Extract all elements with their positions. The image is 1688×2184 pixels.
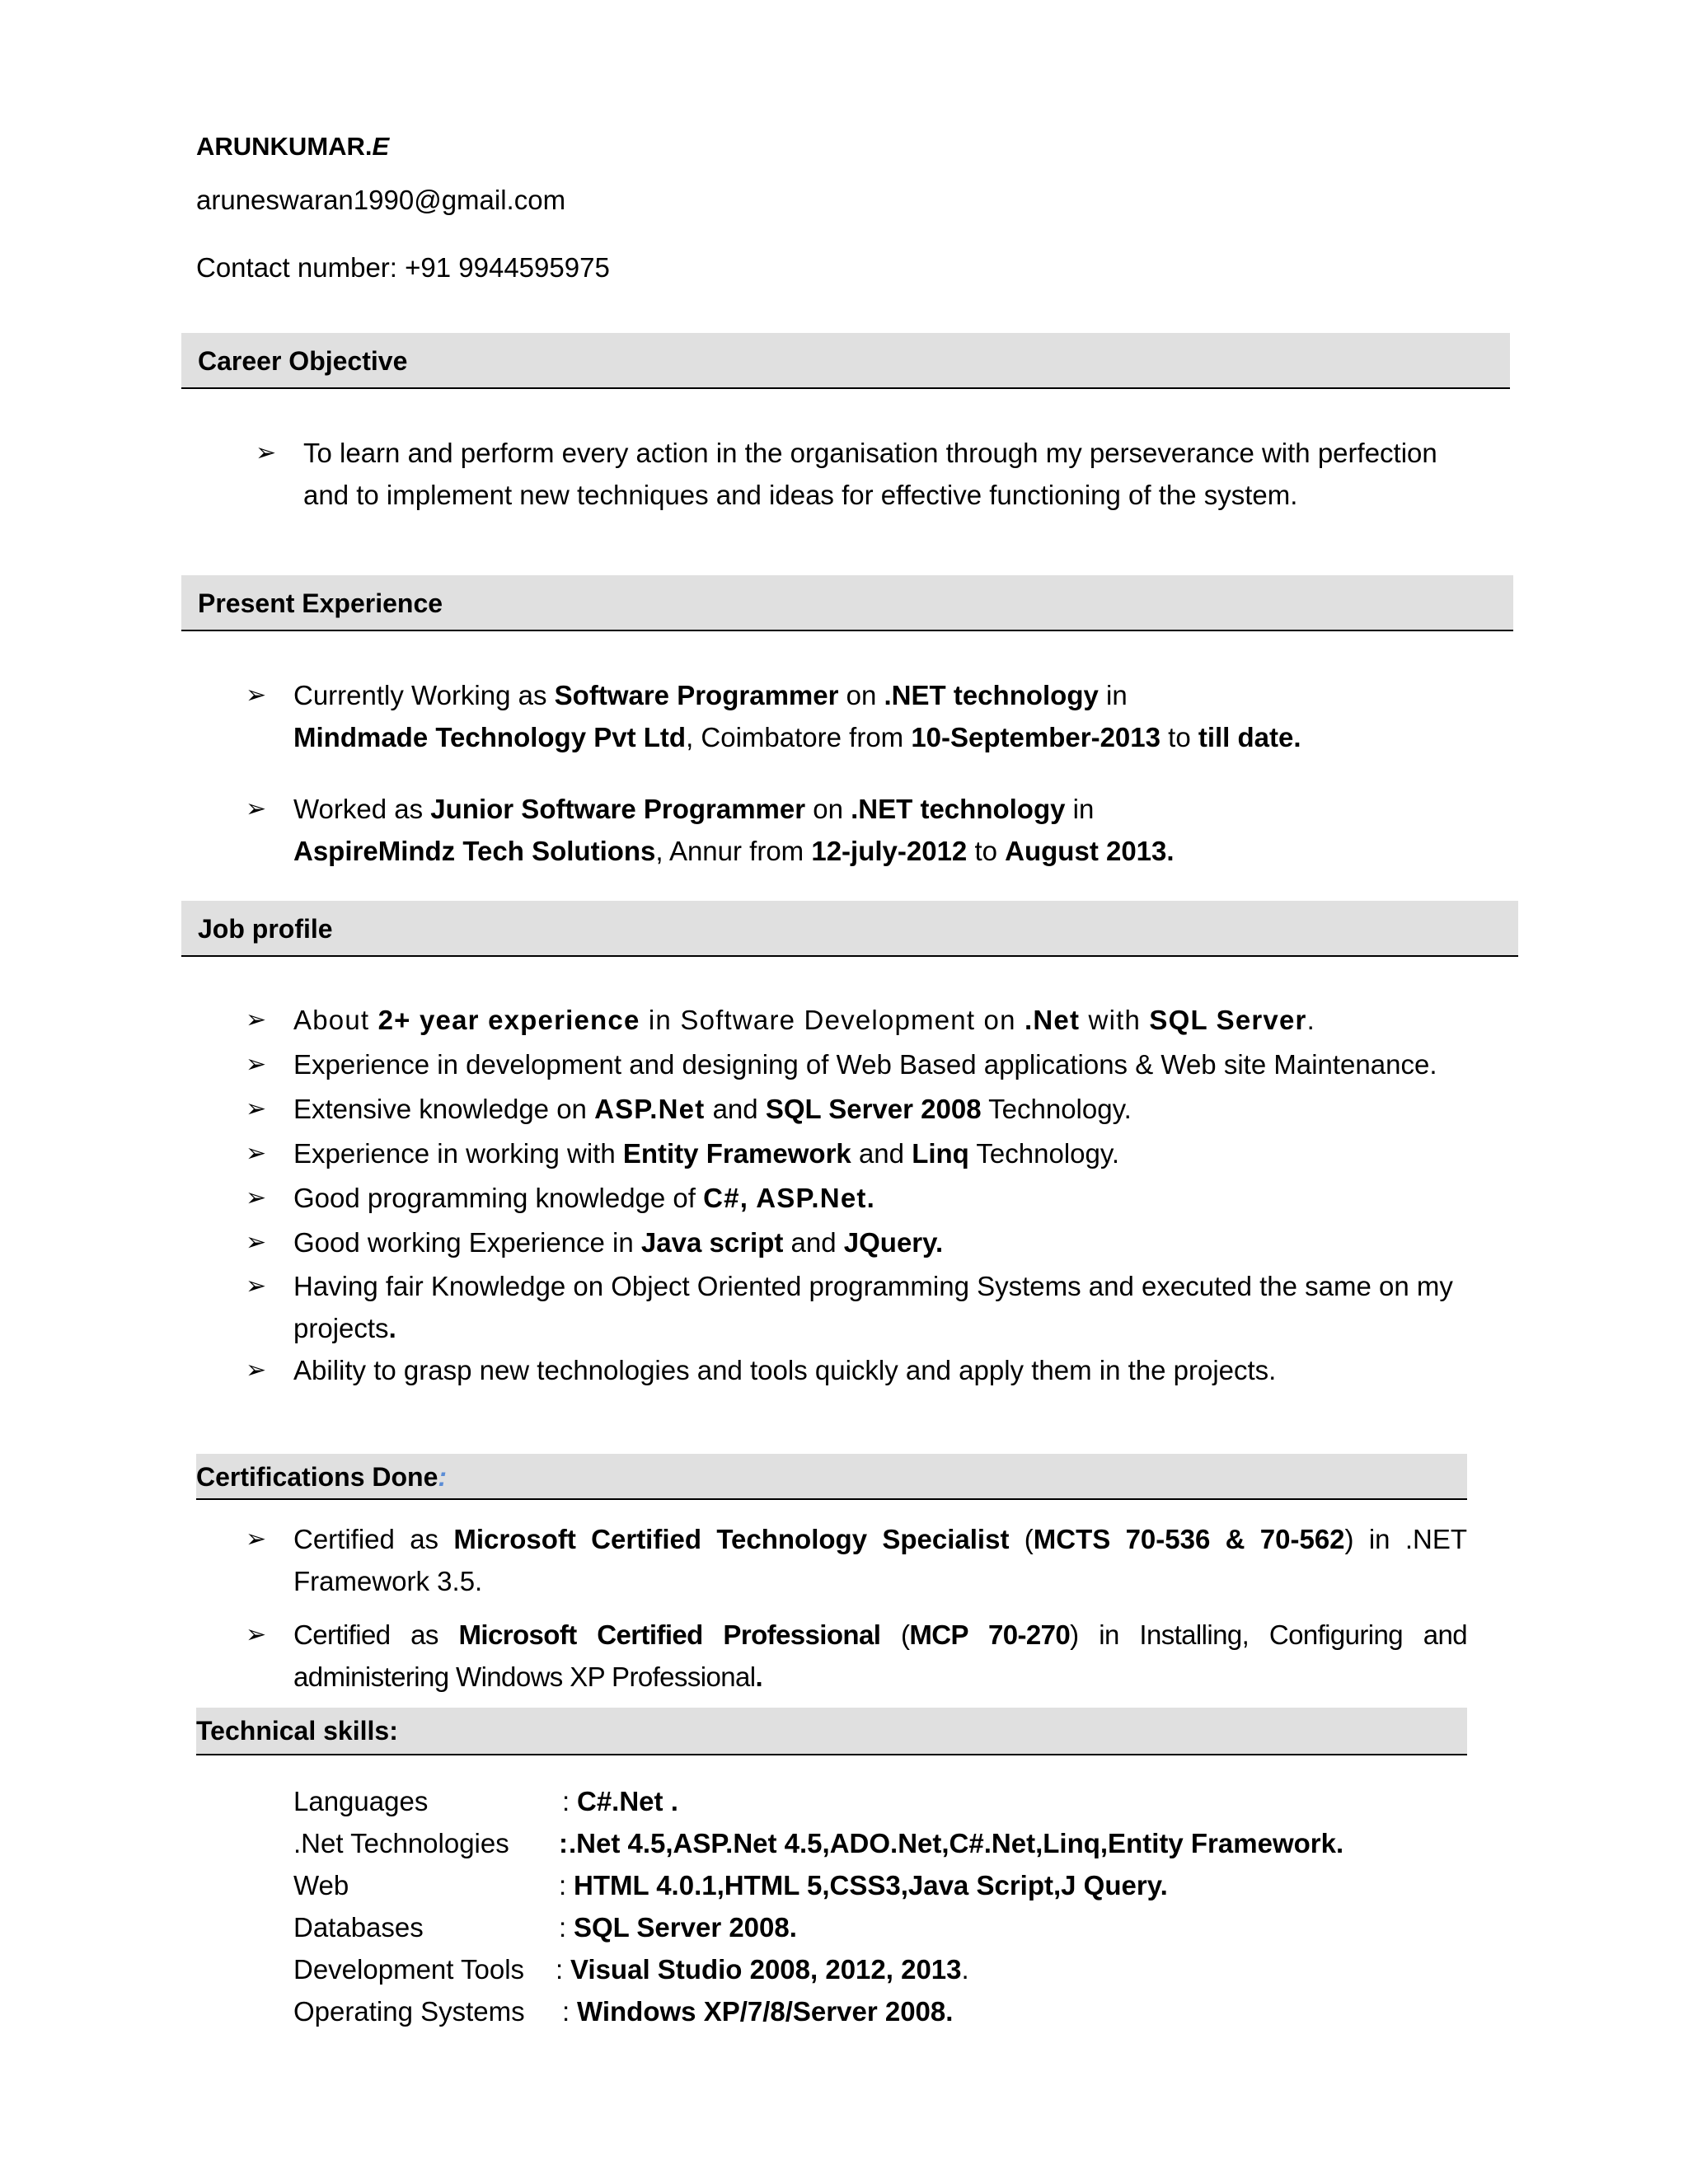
list-item: ➢ Good working Experience in Java script and JQuery. bbox=[293, 1221, 1480, 1265]
skill-value: Visual Studio 2008, 2012, 2013. bbox=[570, 1954, 969, 1985]
section-certifications bbox=[196, 1454, 1467, 1500]
skill-label: Development Tools bbox=[293, 1954, 525, 1985]
arrow-bullet-icon: ➢ bbox=[246, 1095, 267, 1122]
arrow-bullet-icon: ➢ bbox=[246, 1184, 267, 1212]
skill-separator: : bbox=[562, 1786, 570, 1816]
skill-separator: : bbox=[559, 1828, 568, 1858]
skill-value: .Net 4.5,ASP.Net 4.5,ADO.Net,C#.Net,Linq,Entity Framework. bbox=[569, 1828, 1344, 1858]
skill-label: Databases bbox=[293, 1912, 424, 1943]
section-title: Certifications Done: bbox=[196, 1462, 448, 1492]
arrow-bullet-icon: ➢ bbox=[256, 439, 277, 466]
skill-label: Languages bbox=[293, 1786, 429, 1816]
skill-label: Operating Systems bbox=[293, 1996, 525, 2027]
skill-separator: : bbox=[559, 1870, 567, 1900]
list-item: ➢ Having fair Knowledge on Object Oriented programming Systems and executed the same on my projects. bbox=[293, 1265, 1480, 1349]
section-present-experience bbox=[181, 575, 1513, 631]
career-objective-list bbox=[256, 432, 1474, 516]
skill-value: HTML 4.0.1,HTML 5,CSS3,Java Script,J Query. bbox=[574, 1870, 1168, 1900]
list-item: ➢ To learn and perform every action in the organisation through my perseverance with perfection and to implement new techniques and ideas for effective functioning of the system. bbox=[303, 432, 1474, 516]
title-colon: : bbox=[438, 1462, 448, 1492]
list-item: ➢ About 2+ year experience in Software Development on .Net with SQL Server. bbox=[293, 997, 1480, 1043]
section-career-objective bbox=[181, 333, 1510, 389]
name-initial: E bbox=[372, 132, 390, 161]
section-title: Present Experience bbox=[198, 588, 443, 618]
skill-label: .Net Technologies bbox=[293, 1828, 509, 1858]
arrow-bullet-icon: ➢ bbox=[246, 1526, 267, 1553]
arrow-bullet-icon: ➢ bbox=[246, 1140, 267, 1167]
arrow-bullet-icon: ➢ bbox=[246, 795, 267, 823]
arrow-bullet-icon: ➢ bbox=[246, 1357, 267, 1384]
arrow-bullet-icon: ➢ bbox=[246, 1006, 268, 1033]
list-item: ➢ Certified as Microsoft Certified Professional (MCP 70-270) in Installing, Configuring and administering Windows XP Professional. bbox=[293, 1614, 1467, 1698]
section-title: Career Objective bbox=[198, 346, 408, 376]
candidate-name: ARUNKUMAR.E bbox=[196, 132, 390, 161]
list-item: ➢ Certified as Microsoft Certified Technology Specialist (MCTS 70-536 & 70-562) in .NET Framework 3.5. bbox=[293, 1518, 1467, 1602]
section-job-profile bbox=[181, 901, 1518, 957]
experience-item: ➢ Worked as Junior Software Programmer on .NET technology in AspireMindz Tech Solutions, Annur from 12-july-2012 to August 2013. bbox=[293, 788, 1480, 872]
contact-number: Contact number: +91 9944595975 bbox=[196, 252, 610, 283]
experience-item: ➢ Currently Working as Software Programmer on .NET technology in Mindmade Technology Pvt Ltd, Coimbatore from 10-September-2013 to till date. bbox=[293, 674, 1480, 758]
arrow-bullet-icon: ➢ bbox=[246, 682, 267, 709]
skill-value: C#.Net . bbox=[577, 1786, 678, 1816]
arrow-bullet-icon: ➢ bbox=[246, 1272, 267, 1300]
arrow-bullet-icon: ➢ bbox=[246, 1621, 266, 1648]
certifications-list bbox=[246, 1518, 1467, 1698]
skill-separator: : bbox=[562, 1996, 570, 2027]
list-item: ➢ Experience in development and designing of Web Based applications & Web site Maintenance. bbox=[293, 1043, 1480, 1087]
email-text: aruneswaran1990@gmail.com bbox=[196, 185, 566, 215]
section-technical-skills bbox=[196, 1708, 1467, 1755]
skill-separator: : bbox=[559, 1912, 567, 1943]
skill-value: Windows XP/7/8/Server 2008. bbox=[577, 1996, 954, 2027]
arrow-bullet-icon: ➢ bbox=[246, 1229, 267, 1256]
skill-value: SQL Server 2008. bbox=[574, 1912, 797, 1943]
list-item: ➢ Ability to grasp new technologies and tools quickly and apply them in the projects. bbox=[293, 1349, 1480, 1391]
section-title: Technical skills: bbox=[196, 1716, 398, 1746]
section-title: Job profile bbox=[198, 914, 333, 944]
skill-separator: : bbox=[556, 1954, 564, 1985]
skill-label: Web bbox=[293, 1870, 349, 1900]
list-item: ➢ Good programming knowledge of C#, ASP.Net. bbox=[293, 1176, 1480, 1221]
list-item: ➢ Experience in working with Entity Framework and Linq Technology. bbox=[293, 1132, 1480, 1176]
job-profile-list bbox=[246, 997, 1480, 1391]
arrow-bullet-icon: ➢ bbox=[246, 1051, 267, 1078]
list-item: ➢ Extensive knowledge on ASP.Net and SQL Server 2008 Technology. bbox=[293, 1087, 1480, 1132]
experience-list bbox=[246, 674, 1480, 872]
